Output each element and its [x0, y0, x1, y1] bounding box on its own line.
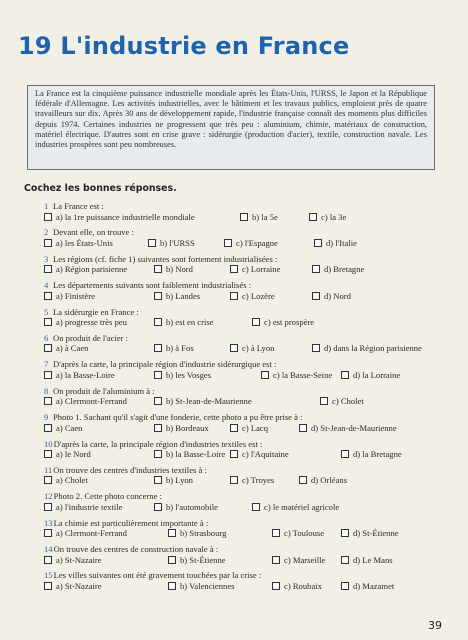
answer-option[interactable]: [44, 291, 95, 301]
question-line: [44, 491, 449, 502]
checkbox[interactable]: [272, 529, 280, 537]
question-text: Les départements suivants sont faiblement industrialisés :: [53, 280, 252, 291]
answer-label: c) l'Espagne: [236, 237, 278, 248]
question-text: La chimie est particulièrement importante à :: [53, 517, 209, 528]
checkbox[interactable]: [44, 476, 52, 484]
page-number: 39: [428, 619, 442, 632]
answer-option[interactable]: [44, 370, 115, 380]
answer-option[interactable]: [154, 423, 209, 433]
answer-option[interactable]: [44, 423, 82, 433]
checkbox[interactable]: [44, 503, 52, 511]
question-number: 11: [44, 464, 53, 475]
question-line: [44, 254, 449, 265]
checkbox[interactable]: [44, 239, 52, 247]
question-7: [44, 359, 449, 385]
question-line: [44, 386, 449, 397]
question-15: [44, 570, 449, 596]
question-number: 4: [44, 280, 49, 291]
checkbox[interactable]: [252, 318, 260, 326]
answer-label: c) la 3e: [321, 211, 347, 222]
answer-label: a) Région parisienne: [56, 264, 128, 275]
question-line: [44, 518, 449, 529]
answer-option[interactable]: [230, 264, 280, 274]
question-10: [44, 439, 449, 465]
answer-label: a) Cholet: [56, 475, 88, 486]
answer-label: d) Bretagne: [324, 264, 365, 275]
question-text: On produit de l'acier :: [53, 332, 129, 343]
answer-option[interactable]: [230, 343, 274, 353]
question-text: On produit de l'aluminium à :: [53, 385, 155, 396]
question-number: 8: [44, 385, 49, 396]
checkbox[interactable]: [154, 371, 162, 379]
answer-option[interactable]: [154, 502, 218, 512]
question-9: [44, 412, 449, 438]
answer-label: d) Mazamet: [353, 580, 395, 591]
checkbox[interactable]: [230, 292, 238, 300]
question-number: 3: [44, 253, 49, 264]
question-number: 5: [44, 306, 49, 317]
question-text: Photo 2. Cette photo concerne :: [53, 491, 162, 502]
answer-label: c) Toulouse: [284, 528, 325, 539]
question-text: On trouve des centres de construction navale à :: [53, 544, 219, 555]
question-line: [44, 570, 449, 581]
answer-option[interactable]: [299, 475, 347, 485]
question-list: [44, 201, 449, 597]
checkbox[interactable]: [230, 424, 238, 432]
checkbox[interactable]: [148, 239, 156, 247]
checkbox[interactable]: [341, 556, 349, 564]
answer-options: [44, 370, 449, 381]
answer-label: b) Valenciennes: [180, 580, 235, 591]
checkbox[interactable]: [44, 265, 52, 273]
answer-option[interactable]: [252, 317, 314, 327]
question-text: Les régions (cf. fiche 1) suivantes sont fortement industrialisées :: [53, 253, 278, 264]
answer-options: [44, 343, 449, 354]
answer-option[interactable]: [44, 396, 127, 406]
answer-option[interactable]: [154, 264, 193, 274]
answer-options: [44, 555, 449, 566]
answer-option[interactable]: [341, 449, 402, 459]
answer-options: [44, 581, 449, 592]
answer-option[interactable]: [252, 502, 339, 512]
answer-label: a) l'industrie textile: [56, 501, 123, 512]
answer-option[interactable]: [314, 238, 357, 248]
answer-label: d) St-Jean-de-Maurienne: [311, 422, 397, 433]
checkbox[interactable]: [154, 292, 162, 300]
answer-label: b) St-Jean-de-Maurienne: [166, 396, 252, 407]
answer-label: a) Caen: [56, 422, 83, 433]
answer-label: c) à Lyon: [242, 343, 275, 354]
answer-option[interactable]: [44, 212, 195, 222]
checkbox[interactable]: [312, 265, 320, 273]
question-number: 13: [44, 517, 53, 528]
question-11: [44, 465, 449, 491]
page-title: 19 L'industrie en France: [18, 32, 350, 60]
answer-label: b) à Fos: [166, 343, 194, 354]
answer-option[interactable]: [44, 502, 122, 512]
question-number: 2: [44, 227, 49, 238]
answer-label: b) Nord: [166, 264, 193, 275]
checkbox[interactable]: [230, 476, 238, 484]
answer-option[interactable]: [230, 291, 275, 301]
checkbox[interactable]: [44, 397, 52, 405]
answer-label: b) St-Étienne: [180, 554, 226, 565]
answer-options: [44, 449, 449, 460]
checkbox[interactable]: [240, 213, 248, 221]
checkbox[interactable]: [341, 582, 349, 590]
answer-label: a) Clermont-Ferrand: [56, 396, 127, 407]
answer-options: [44, 317, 449, 328]
answer-label: b) l'URSS: [160, 237, 195, 248]
answer-option[interactable]: [44, 555, 102, 565]
answer-label: b) Bordeaux: [166, 422, 209, 433]
answer-label: a) la 1re puissance industrielle mondiale: [56, 211, 195, 222]
checkbox[interactable]: [230, 344, 238, 352]
answer-option[interactable]: [272, 581, 322, 591]
question-text: La France est :: [53, 201, 104, 211]
question-13: [44, 518, 449, 544]
answer-option[interactable]: [309, 212, 346, 222]
answer-option[interactable]: [154, 475, 193, 485]
answer-label: a) les États-Unis: [56, 237, 113, 248]
question-1: [44, 201, 449, 227]
question-5: [44, 307, 449, 333]
answer-option[interactable]: [272, 528, 324, 538]
answer-option[interactable]: [230, 475, 274, 485]
checkbox[interactable]: [312, 292, 320, 300]
answer-label: d) dans la Région parisienne: [324, 343, 422, 354]
answer-options: [44, 475, 449, 486]
answer-label: a) à Caen: [56, 343, 89, 354]
question-number: 10: [44, 438, 53, 449]
answer-option[interactable]: [44, 449, 91, 459]
answer-label: c) est prospère: [264, 317, 315, 328]
answer-options: [44, 291, 449, 302]
answer-label: c) Marseille: [284, 554, 326, 565]
question-number: 15: [44, 570, 53, 581]
question-4: [44, 280, 449, 306]
answer-options: [44, 264, 449, 275]
checkbox[interactable]: [224, 239, 232, 247]
answer-option[interactable]: [168, 555, 226, 565]
question-text: Les villes suivantes ont été gravement touchées par la crise :: [53, 570, 262, 581]
checkbox[interactable]: [168, 582, 176, 590]
answer-option[interactable]: [312, 343, 422, 353]
question-line: [44, 307, 449, 318]
checkbox[interactable]: [44, 450, 52, 458]
checkbox[interactable]: [299, 424, 307, 432]
answer-option[interactable]: [261, 370, 332, 380]
answer-option[interactable]: [154, 291, 200, 301]
checkbox[interactable]: [341, 529, 349, 537]
answer-option[interactable]: [148, 238, 195, 248]
checkbox[interactable]: [230, 265, 238, 273]
question-text: D'après la carte, la principale région d'industries textiles est :: [53, 438, 263, 449]
answer-label: c) le matériel agricole: [264, 501, 340, 512]
question-line: [44, 227, 449, 238]
question-line: [44, 544, 449, 555]
answer-option[interactable]: [44, 528, 127, 538]
question-line: [44, 333, 449, 344]
answer-option[interactable]: [44, 343, 88, 353]
answer-label: b) est en crise: [166, 317, 214, 328]
checkbox[interactable]: [154, 503, 162, 511]
answer-options: [44, 528, 449, 539]
answer-option[interactable]: [230, 423, 268, 433]
question-text: On trouve des centres d'industries textiles à :: [53, 464, 207, 475]
checkbox[interactable]: [312, 344, 320, 352]
answer-label: c) l'Aquitaine: [242, 449, 289, 460]
answer-option[interactable]: [320, 396, 364, 406]
checkbox[interactable]: [154, 476, 162, 484]
question-6: [44, 333, 449, 359]
answer-option[interactable]: [341, 581, 394, 591]
checkbox[interactable]: [341, 371, 349, 379]
answer-label: d) la Lorraine: [353, 369, 401, 380]
checkbox[interactable]: [154, 424, 162, 432]
checkbox[interactable]: [154, 344, 162, 352]
answer-option[interactable]: [230, 449, 289, 459]
answer-label: a) le Nord: [56, 449, 91, 460]
checkbox[interactable]: [299, 476, 307, 484]
answer-option[interactable]: [44, 317, 127, 327]
checkbox[interactable]: [309, 213, 317, 221]
question-12: [44, 491, 449, 517]
question-14: [44, 544, 449, 570]
answer-label: a) Clermont-Ferrand: [56, 528, 127, 539]
answer-option[interactable]: [154, 317, 213, 327]
answer-options: [44, 212, 449, 223]
checkbox[interactable]: [272, 582, 280, 590]
answer-label: d) Nord: [324, 290, 351, 301]
question-text: Photo 1. Sachant qu'il s'agit d'une fonderie, cette photo a pu être prise à :: [53, 412, 303, 423]
answer-option[interactable]: [341, 555, 393, 565]
checkbox[interactable]: [261, 371, 269, 379]
answer-label: b) Lyon: [166, 475, 193, 486]
answer-label: c) Lacq: [242, 422, 268, 433]
answer-label: b) la 5e: [252, 211, 278, 222]
checkbox[interactable]: [168, 529, 176, 537]
checkbox[interactable]: [230, 450, 238, 458]
answer-options: [44, 396, 449, 407]
answer-option[interactable]: [154, 449, 225, 459]
question-line: [44, 201, 449, 212]
answer-label: a) la Basse-Loire: [56, 369, 115, 380]
checkbox[interactable]: [44, 582, 52, 590]
checkbox[interactable]: [44, 344, 52, 352]
question-number: 12: [44, 491, 53, 502]
checkbox[interactable]: [252, 503, 260, 511]
answer-label: c) Roubaix: [284, 580, 322, 591]
answer-label: d) St-Étienne: [353, 528, 399, 539]
answer-label: b) Landes: [166, 290, 201, 301]
question-text: D'après la carte, la principale région d'industrie sidérurgique est :: [53, 359, 277, 370]
checkbox[interactable]: [44, 292, 52, 300]
answer-label: c) Troyes: [242, 475, 275, 486]
answer-label: a) Finistère: [56, 290, 95, 301]
checkbox[interactable]: [44, 318, 52, 326]
checkbox[interactable]: [44, 424, 52, 432]
answer-option[interactable]: [168, 581, 235, 591]
answer-options: [44, 423, 449, 434]
checkbox[interactable]: [44, 529, 52, 537]
answer-option[interactable]: [272, 555, 325, 565]
answer-label: b) Strasbourg: [180, 528, 227, 539]
answer-label: b) la Basse-Loire: [166, 449, 226, 460]
answer-option[interactable]: [44, 238, 113, 248]
question-number: 7: [44, 359, 49, 370]
question-line: [44, 439, 449, 450]
checkbox[interactable]: [154, 450, 162, 458]
checkbox[interactable]: [44, 213, 52, 221]
answer-option[interactable]: [240, 212, 278, 222]
checkbox[interactable]: [154, 318, 162, 326]
answer-label: d) la Bretagne: [353, 449, 402, 460]
answer-label: c) Lozère: [242, 290, 275, 301]
answer-label: c) Lorraine: [242, 264, 281, 275]
answer-label: d) Le Mans: [353, 554, 393, 565]
question-line: [44, 359, 449, 370]
answer-label: c) la Basse-Seine: [273, 369, 333, 380]
question-number: 9: [44, 412, 49, 423]
checkbox[interactable]: [44, 371, 52, 379]
question-line: [44, 280, 449, 291]
answer-option[interactable]: [154, 396, 252, 406]
answer-option[interactable]: [299, 423, 397, 433]
answer-option[interactable]: [44, 581, 102, 591]
answer-label: d) l'Italie: [326, 237, 357, 248]
question-line: [44, 465, 449, 476]
question-line: [44, 412, 449, 423]
answer-option[interactable]: [44, 264, 127, 274]
instruction-heading: Cochez les bonnes réponses.: [24, 183, 177, 194]
answer-option[interactable]: [224, 238, 278, 248]
question-2: [44, 227, 449, 253]
answer-option[interactable]: [341, 370, 400, 380]
intro-box: La France est la cinquième puissance industrielle mondiale après les États-Unis, l'URSS, le Japon et la République fédérale d'Allemagne. Les activités industrielles, avec le bâtiment et les travaux publics, emploient près de quatre travailleurs sur dix. Après 30 ans de développement rapide, l'industrie française connaît des moments plus difficiles depuis 1974. Certaines industries ne progressent que très peu : aluminium, chimie, matériaux de construction, matériel électrique. D'autres sont en crise grave : sidérurgie (production d'acier), textile, construction navale. Les industries prospères sont peu nombreuses.: [27, 85, 435, 170]
question-text: Devant elle, on trouve :: [53, 227, 134, 238]
question-number: 1: [44, 201, 49, 211]
checkbox[interactable]: [314, 239, 322, 247]
question-number: 14: [44, 544, 53, 555]
answer-label: d) Orléans: [311, 475, 348, 486]
checkbox[interactable]: [44, 556, 52, 564]
answer-label: a) St-Nazaire: [56, 580, 102, 591]
answer-label: b) les Vosges: [166, 369, 212, 380]
answer-label: a) progresse très peu: [56, 317, 127, 328]
answer-option[interactable]: [44, 475, 88, 485]
question-8: [44, 386, 449, 412]
answer-option[interactable]: [154, 370, 211, 380]
answer-label: c) Cholet: [332, 396, 364, 407]
checkbox[interactable]: [154, 265, 162, 273]
checkbox[interactable]: [341, 450, 349, 458]
checkbox[interactable]: [320, 397, 328, 405]
answer-option[interactable]: [154, 343, 194, 353]
answer-option[interactable]: [341, 528, 399, 538]
question-number: 6: [44, 332, 49, 343]
answer-option[interactable]: [168, 528, 226, 538]
checkbox[interactable]: [272, 556, 280, 564]
answer-label: b) l'automobile: [166, 501, 218, 512]
answer-option[interactable]: [312, 291, 351, 301]
checkbox[interactable]: [154, 397, 162, 405]
question-3: [44, 254, 449, 280]
answer-options: [44, 502, 449, 513]
question-text: La sidérurgie en France :: [53, 306, 139, 317]
answer-option[interactable]: [312, 264, 364, 274]
answer-options: [44, 238, 449, 249]
answer-label: a) St-Nazaire: [56, 554, 102, 565]
checkbox[interactable]: [168, 556, 176, 564]
